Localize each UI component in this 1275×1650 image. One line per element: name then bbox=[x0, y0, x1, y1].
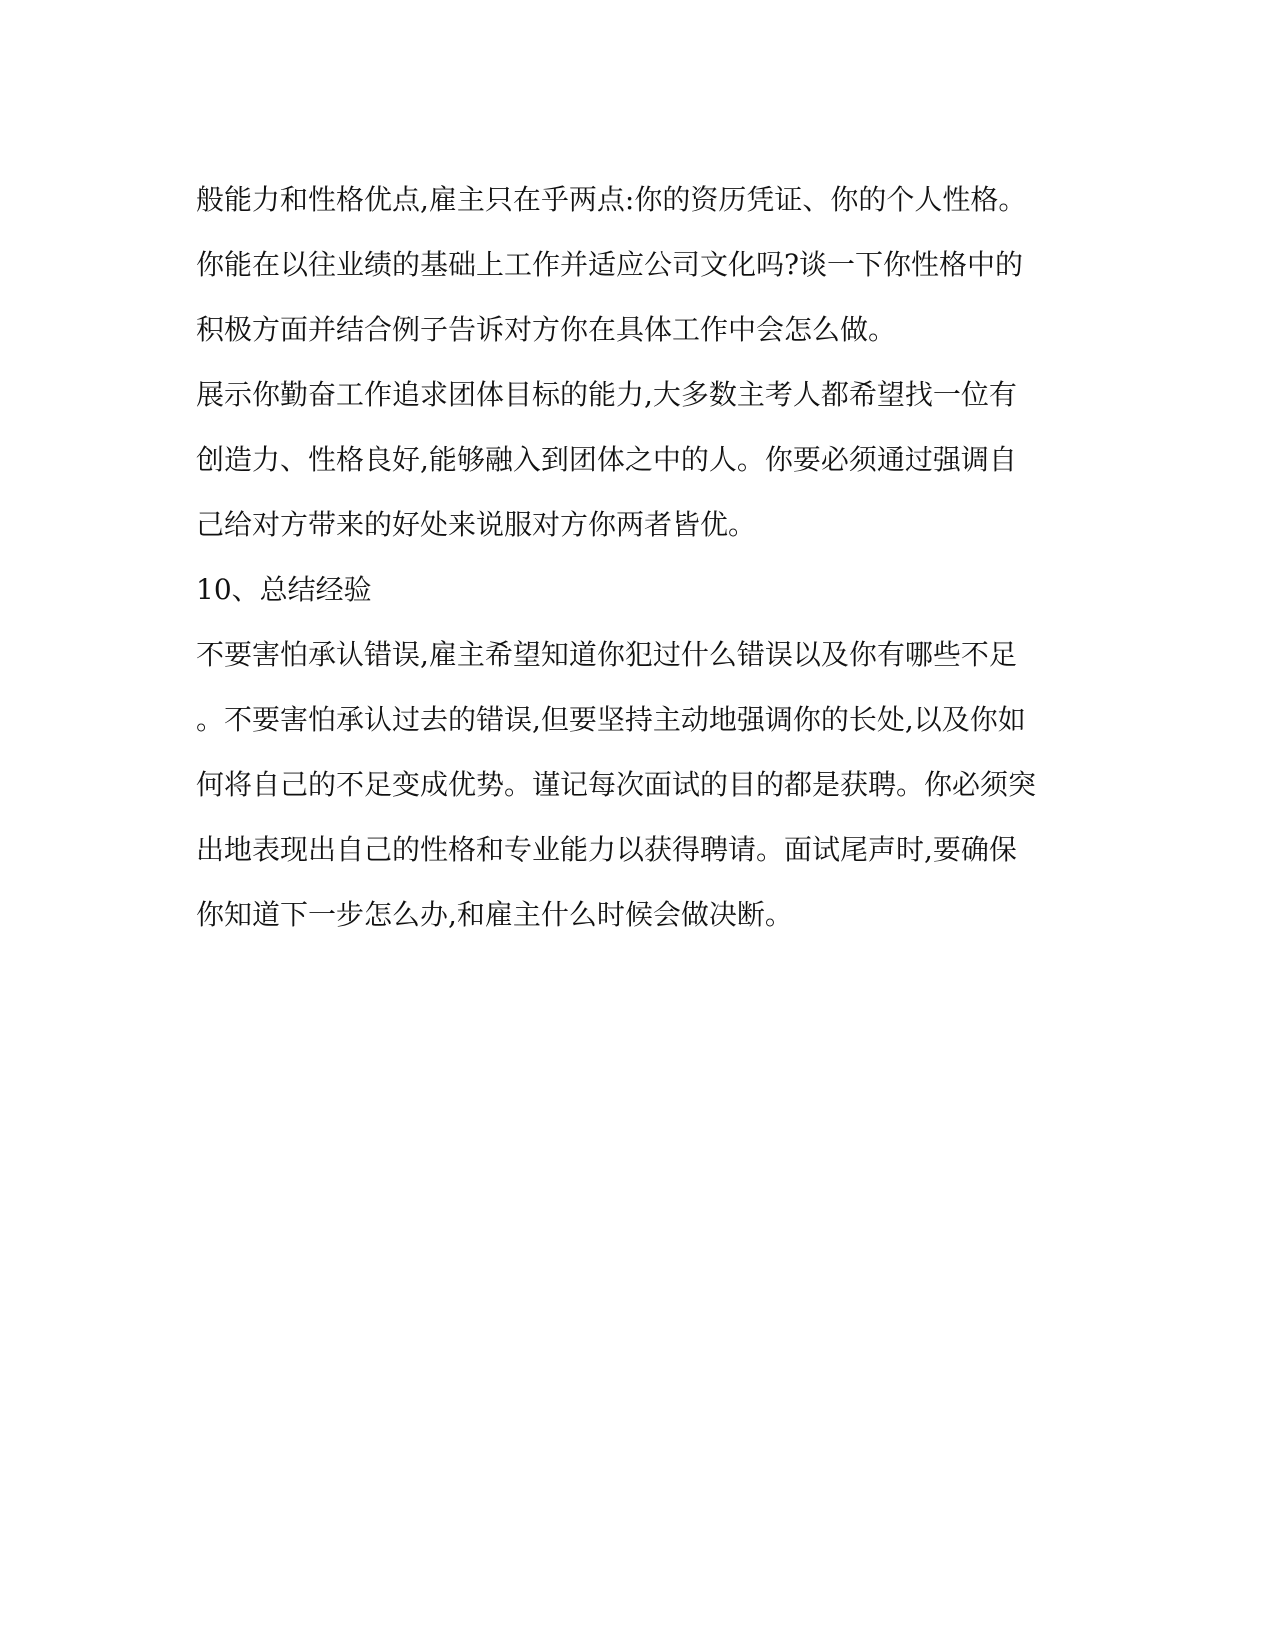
text-line: 你能在以往业绩的基础上工作并适应公司文化吗?谈一下你性格中的 bbox=[196, 248, 1024, 281]
text-line: 。不要害怕承认过去的错误,但要坚持主动地强调你的长处,以及你如 bbox=[196, 703, 1026, 736]
text-line: 何将自己的不足变成优势。谨记每次面试的目的都是获聘。你必须突 bbox=[196, 768, 1037, 801]
text-line: 不要害怕承认错误,雇主希望知道你犯过什么错误以及你有哪些不足 bbox=[196, 638, 1017, 671]
text-line: 出地表现出自己的性格和专业能力以获得聘请。面试尾声时,要确保 bbox=[196, 833, 1017, 866]
text-line: 你知道下一步怎么办,和雇主什么时候会做决断。 bbox=[196, 898, 793, 931]
section-heading: 10、总结经验 bbox=[196, 573, 372, 606]
text-line: 积极方面并结合例子告诉对方你在具体工作中会怎么做。 bbox=[196, 313, 897, 346]
body-text bbox=[196, 167, 1076, 947]
text-line: 创造力、性格良好,能够融入到团体之中的人。你要必须通过强调自 bbox=[196, 443, 1017, 476]
text-line: 展示你勤奋工作追求团体目标的能力,大多数主考人都希望找一位有 bbox=[196, 378, 1017, 411]
text-line: 般能力和性格优点,雇主只在乎两点:你的资历凭证、你的个人性格。 bbox=[196, 183, 1027, 216]
text-line: 己给对方带来的好处来说服对方你两者皆优。 bbox=[196, 508, 757, 541]
